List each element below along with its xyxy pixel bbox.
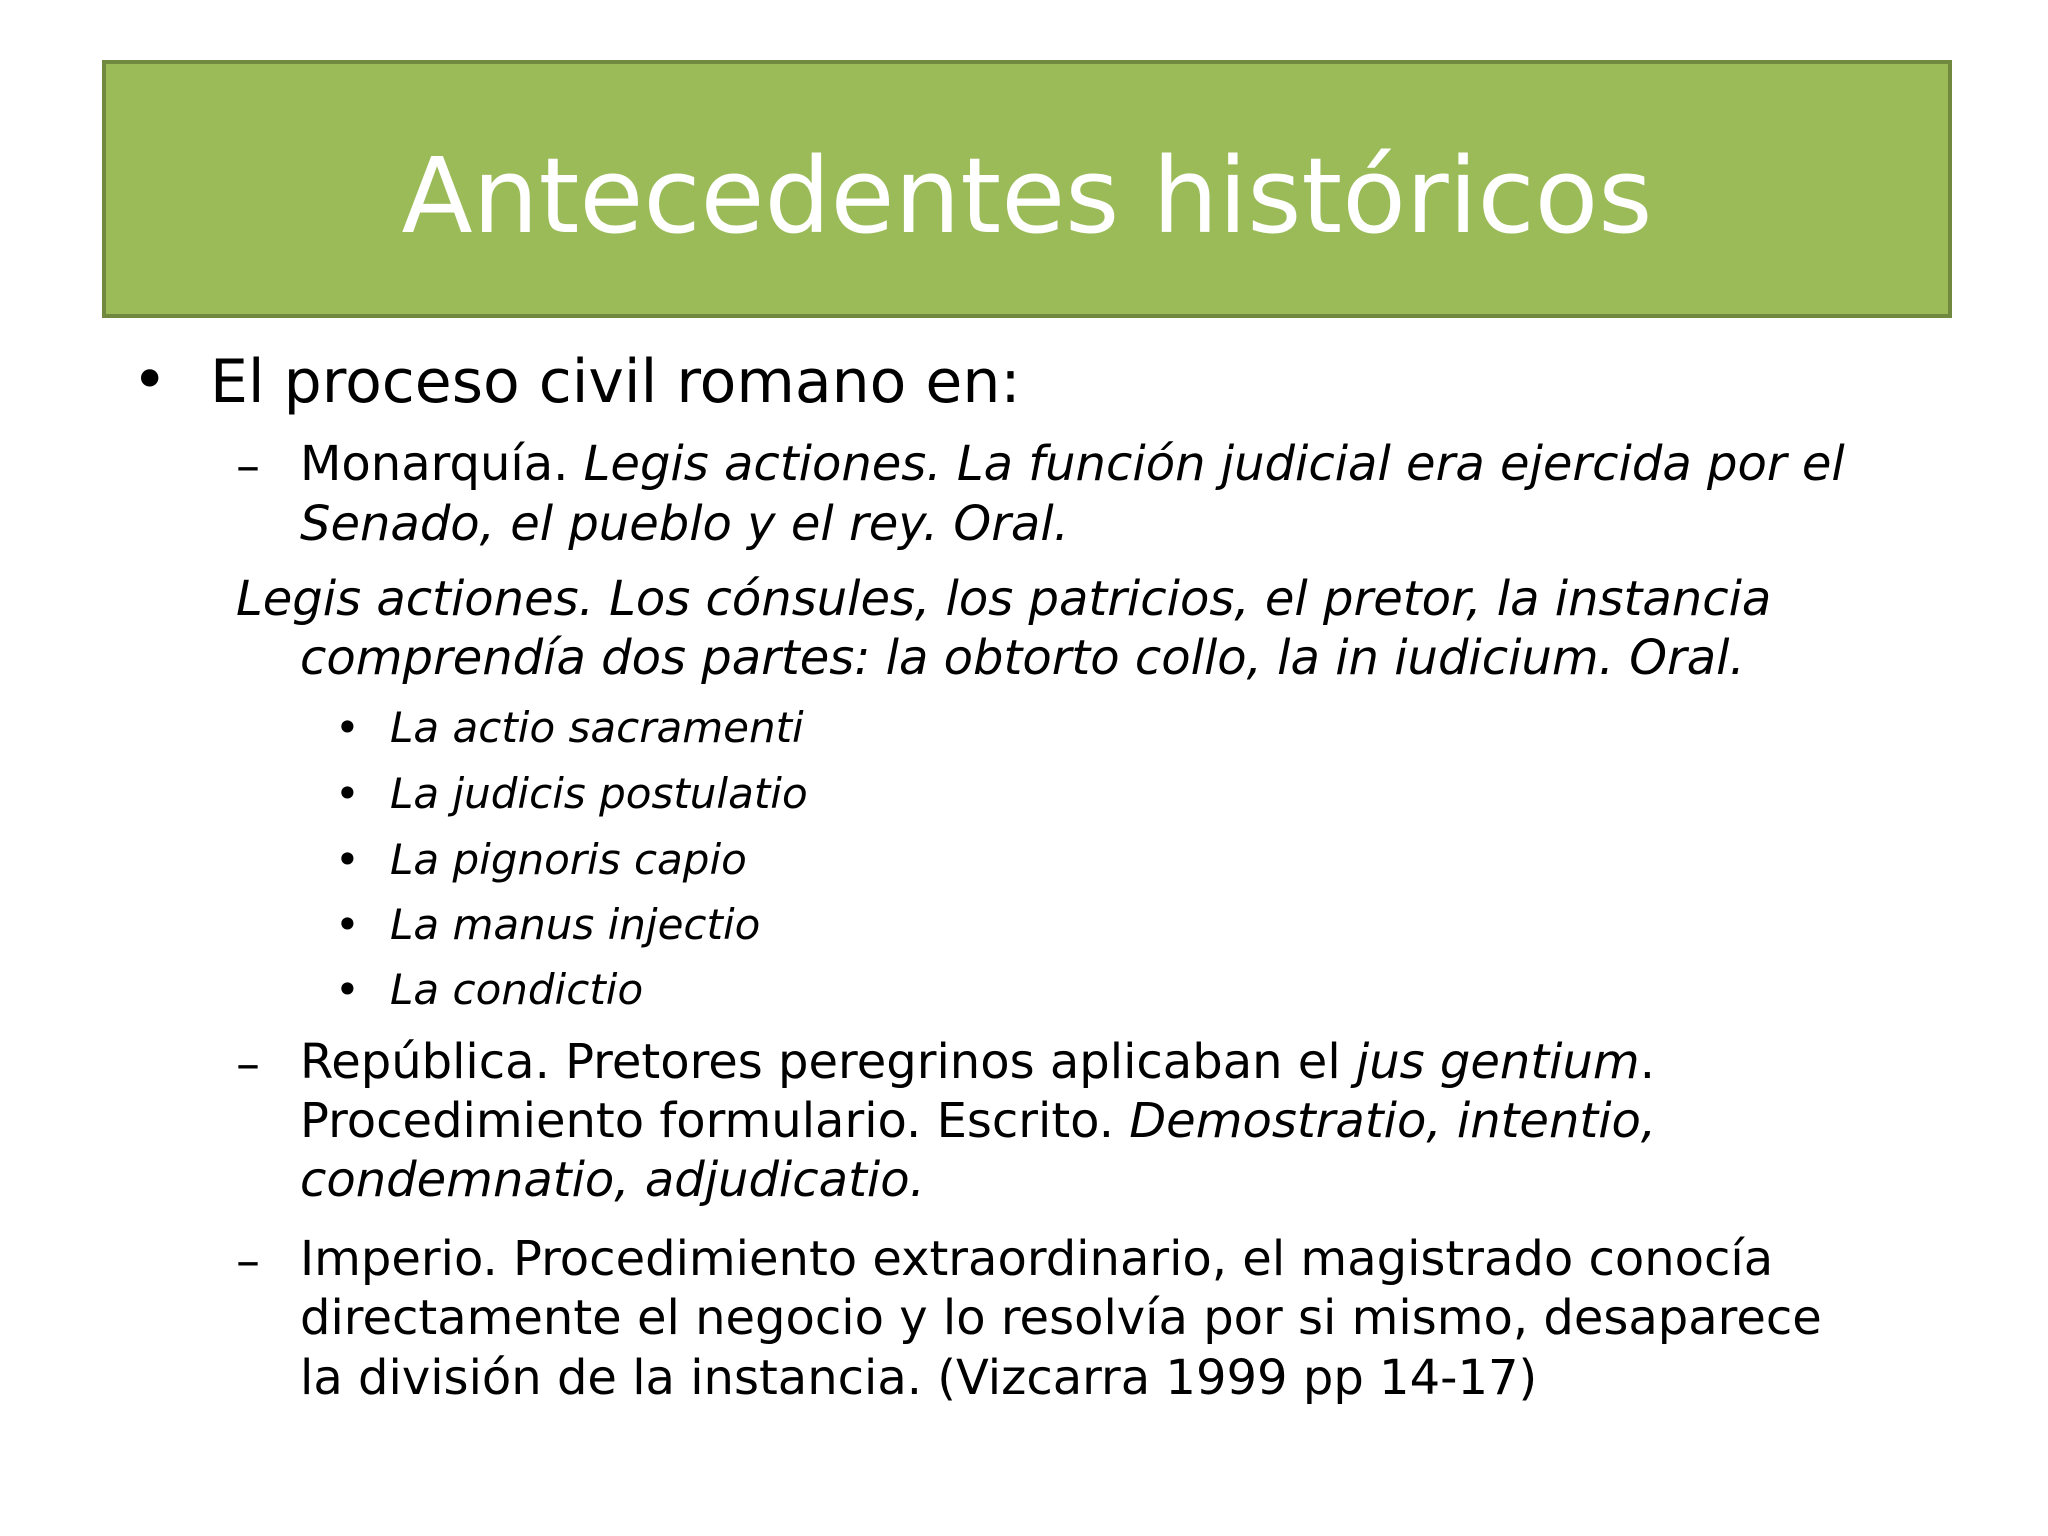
item-monarquia-line2: Senado, el pueblo y el rey. Oral.: [300, 496, 1069, 552]
item-republica-line1: [300, 1034, 1655, 1090]
sub-item-condictio: La condictio: [390, 965, 644, 1014]
item-imperio-line3: la división de la instancia. (Vizcarra 1999 pp 14-17): [300, 1350, 1538, 1406]
slide-title: Antecedentes históricos: [401, 135, 1653, 257]
sub-item-manus-injectio: La manus injectio: [390, 900, 761, 949]
sub-item-pignoris-capio: La pignoris capio: [390, 835, 747, 884]
item-imperio-line1: Imperio. Procedimiento extraordinario, el magistrado conocía: [300, 1231, 1774, 1287]
republica-text-c: .: [1639, 1034, 1655, 1090]
bullet-marker: •: [335, 703, 360, 752]
bullet-marker: •: [335, 900, 360, 949]
dash-marker: –: [236, 438, 260, 494]
dash-marker: –: [236, 1036, 260, 1092]
bullet-marker: •: [335, 769, 360, 818]
sub-item-judicis-postulatio: La judicis postulatio: [390, 769, 808, 818]
bullet-marker: •: [132, 345, 168, 415]
legis-actiones-line2: comprendía dos partes: la obtorto collo, la in iudicium. Oral.: [300, 630, 1745, 686]
monarquia-head: Monarquía.: [300, 436, 584, 492]
item-monarquia-line1: [300, 436, 1845, 492]
item-republica-line3: condemnatio, adjudicatio.: [300, 1152, 925, 1208]
republica-text-d: Procedimiento formulario. Escrito.: [300, 1093, 1130, 1149]
republica-jus-gentium: jus gentium: [1355, 1034, 1640, 1090]
bullet-marker: •: [335, 965, 360, 1014]
sub-item-actio-sacramenti: La actio sacramenti: [390, 703, 804, 752]
legis-actiones-line1: Legis actiones. Los cónsules, los patricios, el pretor, la instancia: [236, 571, 1772, 627]
item-imperio-line2: directamente el negocio y lo resolvía por si mismo, desaparece: [300, 1290, 1822, 1346]
republica-demostratio: Demostratio, intentio,: [1129, 1093, 1657, 1149]
bullet-proceso-civil: El proceso civil romano en:: [210, 347, 1021, 417]
bullet-marker: •: [335, 835, 360, 884]
republica-text-a: República. Pretores peregrinos aplicaban el: [300, 1034, 1356, 1090]
dash-marker: –: [236, 1233, 260, 1289]
monarquia-italic: Legis actiones. La función judicial era ejercida por el: [583, 436, 1845, 492]
item-republica-line2: [300, 1093, 1656, 1149]
